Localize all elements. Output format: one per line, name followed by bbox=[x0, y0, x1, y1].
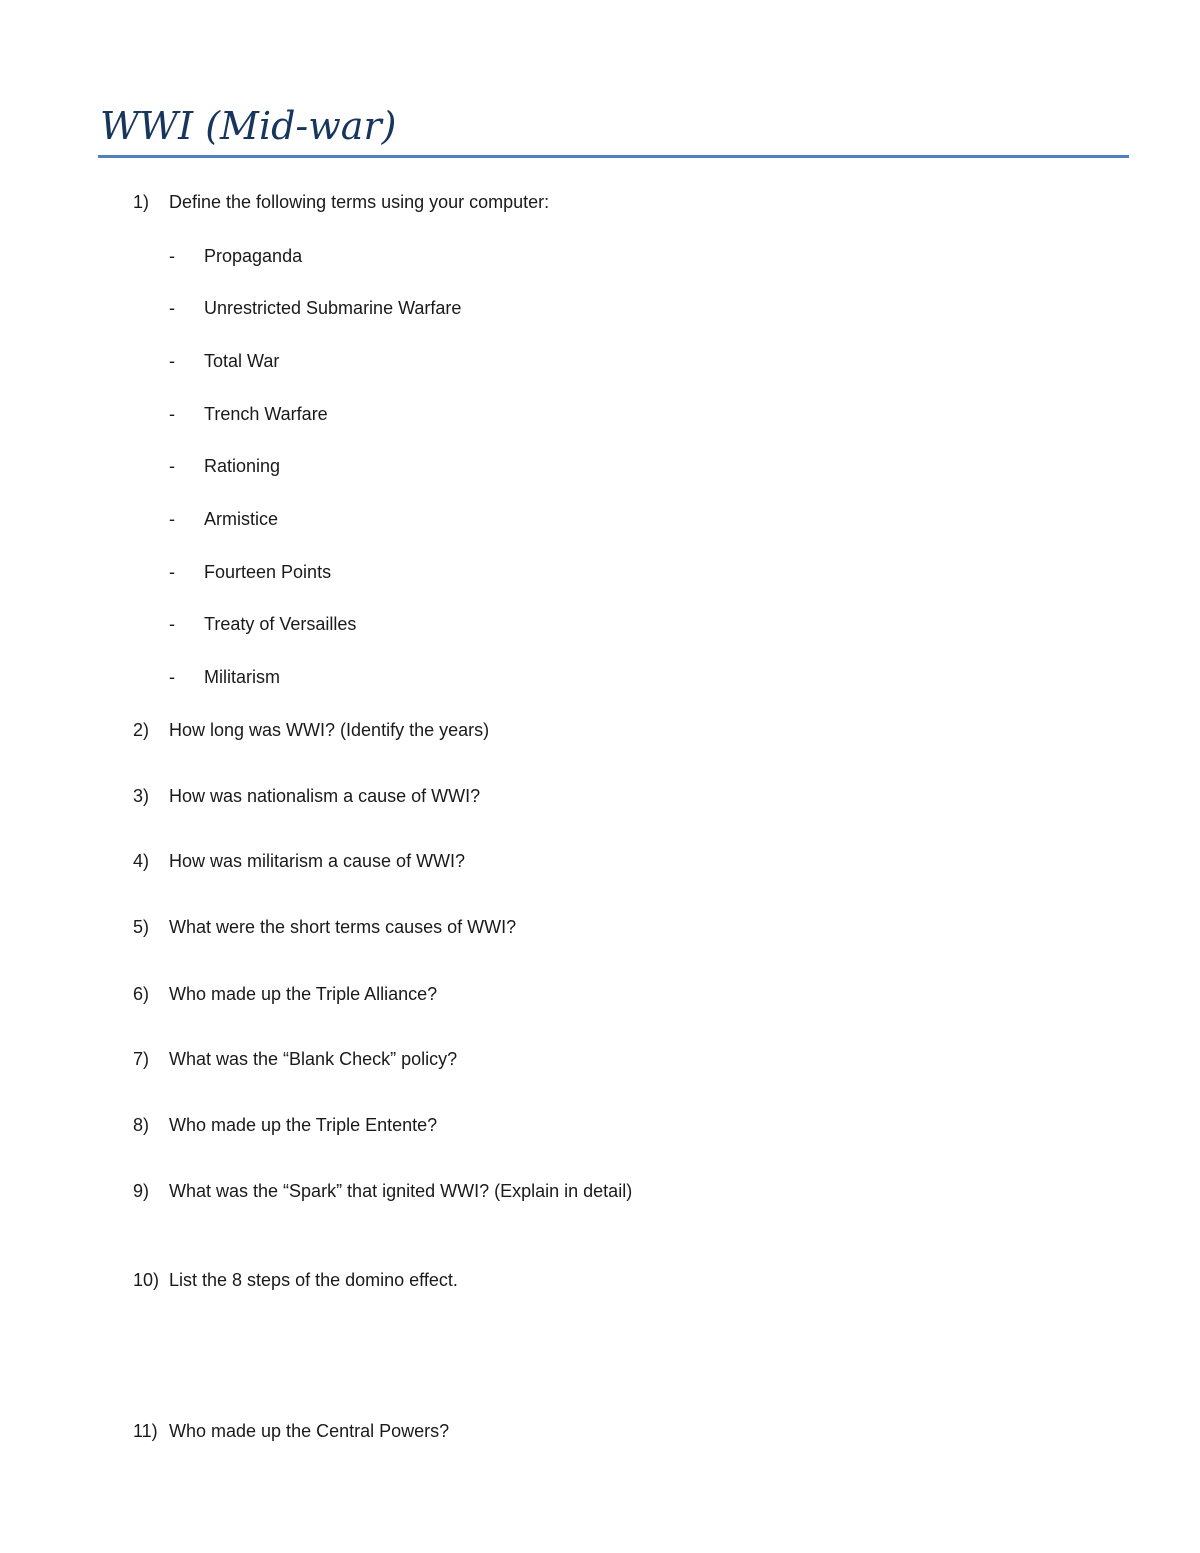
term-text: Armistice bbox=[204, 509, 279, 529]
question-text: Who made up the Triple Alliance? bbox=[169, 984, 438, 1004]
question-number: 9) bbox=[133, 1181, 150, 1201]
term-bullet: - bbox=[169, 404, 175, 424]
question-number: 5) bbox=[133, 917, 150, 937]
question-number: 7) bbox=[133, 1049, 150, 1069]
term-bullet: - bbox=[169, 456, 175, 476]
term-bullet: - bbox=[169, 614, 175, 634]
question-text: What was the “Blank Check” policy? bbox=[169, 1049, 458, 1069]
question-number: 6) bbox=[133, 984, 150, 1004]
question-text: Define the following terms using your computer: bbox=[169, 192, 550, 212]
term-text: Trench Warfare bbox=[204, 404, 328, 424]
page-title: WWI (Mid-war) bbox=[100, 104, 397, 148]
term-text: Treaty of Versailles bbox=[204, 614, 357, 634]
term-bullet: - bbox=[169, 667, 175, 687]
question-number: 8) bbox=[133, 1115, 150, 1135]
question-text: How was militarism a cause of WWI? bbox=[169, 851, 466, 871]
term-bullet: - bbox=[169, 351, 175, 371]
question-number: 2) bbox=[133, 720, 150, 740]
question-number: 3) bbox=[133, 786, 150, 806]
question-text: How was nationalism a cause of WWI? bbox=[169, 786, 481, 806]
term-text: Total War bbox=[204, 351, 280, 371]
question-number: 4) bbox=[133, 851, 150, 871]
question-number: 11) bbox=[133, 1421, 158, 1441]
term-bullet: - bbox=[169, 246, 175, 266]
question-number: 10) bbox=[133, 1270, 160, 1290]
term-text: Militarism bbox=[204, 667, 280, 687]
title-underline bbox=[98, 155, 1129, 158]
question-text: How long was WWI? (Identify the years) bbox=[169, 720, 490, 740]
term-text: Unrestricted Submarine Warfare bbox=[204, 298, 462, 318]
term-text: Fourteen Points bbox=[204, 562, 332, 582]
term-bullet: - bbox=[169, 562, 175, 582]
question-text: List the 8 steps of the domino effect. bbox=[169, 1270, 458, 1290]
term-text: Propaganda bbox=[204, 246, 303, 266]
question-text: Who made up the Central Powers? bbox=[169, 1421, 450, 1441]
question-text: What were the short terms causes of WWI? bbox=[169, 917, 517, 937]
question-number: 1) bbox=[133, 192, 150, 212]
question-text: What was the “Spark” that ignited WWI? (Explain in detail) bbox=[169, 1181, 633, 1201]
term-text: Rationing bbox=[204, 456, 281, 476]
term-bullet: - bbox=[169, 509, 175, 529]
term-bullet: - bbox=[169, 298, 175, 318]
question-text: Who made up the Triple Entente? bbox=[169, 1115, 438, 1135]
